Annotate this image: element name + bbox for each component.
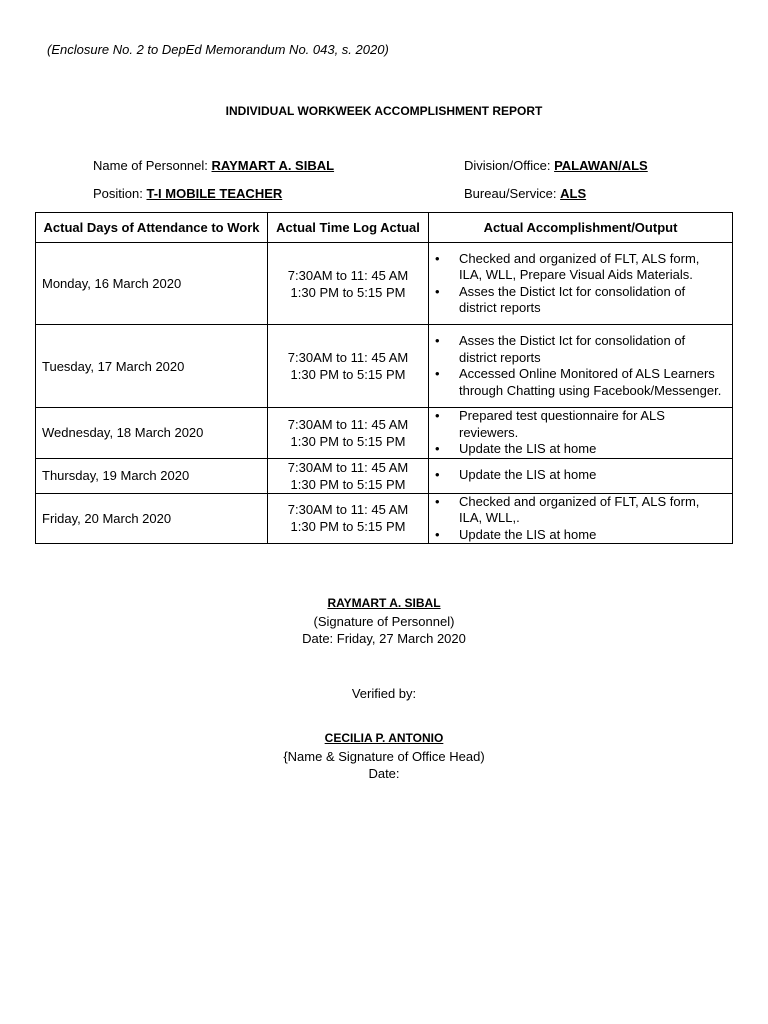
report-title: INDIVIDUAL WORKWEEK ACCOMPLISHMENT REPORT xyxy=(225,104,543,118)
header-accomplishment: Actual Accomplishment/Output xyxy=(429,213,733,243)
time-cell xyxy=(268,458,429,493)
table-header-row xyxy=(36,213,733,243)
day-cell: Thursday, 19 March 2020 xyxy=(36,458,268,493)
header-days: Actual Days of Attendance to Work xyxy=(36,213,268,243)
division-value: PALAWAN/ALS xyxy=(554,158,648,173)
table-row xyxy=(36,408,733,459)
office-head-date: Date: xyxy=(368,766,400,781)
name-value: RAYMART A. SIBAL xyxy=(211,158,335,173)
time-cell xyxy=(268,325,429,408)
table-row xyxy=(36,458,733,493)
time-afternoon: 1:30 PM to 5:15 PM xyxy=(290,433,406,449)
accomplishment-item: • Asses the Distict Ict for consolidation of district reports xyxy=(435,333,726,366)
time-morning: 7:30AM to 11: 45 AM xyxy=(287,459,409,475)
table-row xyxy=(36,325,733,408)
position-label: Position: xyxy=(93,186,147,201)
day-cell: Friday, 20 March 2020 xyxy=(36,493,268,544)
name-label: Name of Personnel: xyxy=(93,158,212,173)
accomplishment-cell xyxy=(429,325,733,408)
verified-by-label: Verified by: xyxy=(351,686,417,701)
position-value: T-I MOBILE TEACHER xyxy=(146,186,283,201)
bureau-value: ALS xyxy=(560,186,587,201)
name-of-personnel xyxy=(93,158,334,173)
accomplishment-item: • Checked and organized of FLT, ALS form, ILA, WLL, Prepare Visual Aids Materials. xyxy=(435,251,726,284)
header-time-log: Actual Time Log Actual xyxy=(268,213,429,243)
time-morning: 7:30AM to 11: 45 AM xyxy=(287,502,409,518)
division-label: Division/Office: xyxy=(464,158,555,173)
table-row xyxy=(36,493,733,544)
accomplishment-cell xyxy=(429,408,733,459)
position xyxy=(93,186,282,201)
time-cell xyxy=(268,493,429,544)
day-cell: Monday, 16 March 2020 xyxy=(36,243,268,325)
accomplishment-cell xyxy=(429,458,733,493)
accomplishment-item: • Accessed Online Monitored of ALS Learners through Chatting using Facebook/Messenger. xyxy=(435,366,726,399)
time-afternoon: 1:30 PM to 5:15 PM xyxy=(290,519,406,535)
day-cell: Tuesday, 17 March 2020 xyxy=(36,325,268,408)
time-morning: 7:30AM to 11: 45 AM xyxy=(287,350,409,365)
accomplishment-table xyxy=(35,212,733,544)
accomplishment-cell xyxy=(429,243,733,325)
accomplishment-item: • Prepared test questionnaire for ALS reviewers. xyxy=(435,408,726,441)
personnel-signature-block xyxy=(0,595,768,648)
personnel-signature-name: RAYMART A. SIBAL xyxy=(327,596,441,610)
accomplishment-cell xyxy=(429,493,733,544)
bureau-label: Bureau/Service: xyxy=(464,186,561,201)
personnel-signature-caption: (Signature of Personnel) xyxy=(313,613,455,629)
office-head-caption: {Name & Signature of Office Head) xyxy=(283,748,485,764)
personnel-signature-date: Date: Friday, 27 March 2020 xyxy=(302,631,466,646)
time-cell xyxy=(268,243,429,325)
office-head-name: CECILIA P. ANTONIO xyxy=(324,731,444,745)
table-row xyxy=(36,243,733,325)
accomplishment-item: • Update the LIS at home xyxy=(435,441,726,458)
time-cell xyxy=(268,408,429,459)
bureau-service xyxy=(464,186,586,201)
office-head-signature-block xyxy=(0,730,768,783)
division-office xyxy=(464,158,648,173)
time-morning: 7:30AM to 11: 45 AM xyxy=(287,416,409,432)
time-afternoon: 1:30 PM to 5:15 PM xyxy=(290,367,406,382)
time-morning: 7:30AM to 11: 45 AM xyxy=(287,267,409,283)
time-afternoon: 1:30 PM to 5:15 PM xyxy=(290,284,406,300)
accomplishment-item: • Asses the Distict Ict for consolidation of district reports xyxy=(435,284,726,317)
enclosure-note: (Enclosure No. 2 to DepEd Memorandum No. 043, s. 2020) xyxy=(47,42,389,57)
accomplishment-item: • Update the LIS at home xyxy=(435,467,726,484)
accomplishment-item: • Update the LIS at home xyxy=(435,527,726,544)
accomplishment-item: • Checked and organized of FLT, ALS form, ILA, WLL,. xyxy=(435,494,726,527)
day-cell: Wednesday, 18 March 2020 xyxy=(36,408,268,459)
time-afternoon: 1:30 PM to 5:15 PM xyxy=(290,476,406,492)
